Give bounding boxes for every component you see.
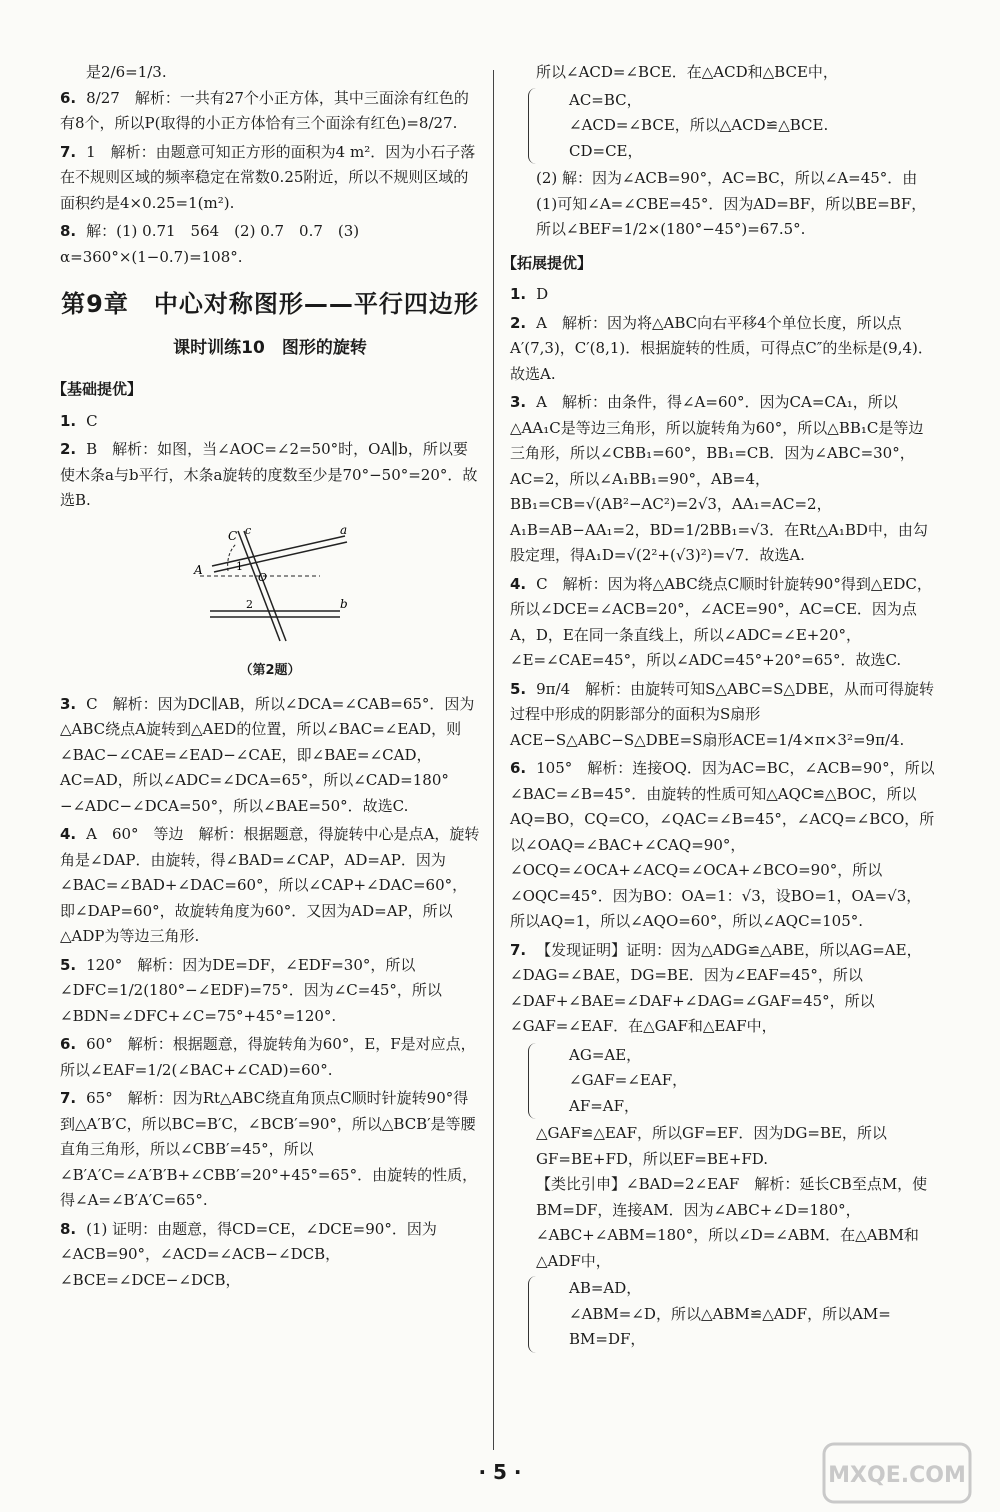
answer-item <box>510 282 935 308</box>
brace-line: ∠GAF=∠EAF， <box>569 1071 688 1089</box>
chapter-title: 第9章 中心对称图形——平行四边形 <box>61 290 479 318</box>
column-divider <box>493 70 494 1450</box>
section-extension-heading: 【拓展提优】 <box>502 253 593 272</box>
watermark-logo <box>822 1442 972 1504</box>
answer-text: A 解析：因为将△ABC向右平移4个单位长度，所以点A′(7,3)，C′(8,1)．根据旋转的性质，可得点C″的坐标是(9,4)．故选A. <box>510 313 933 383</box>
answer-text: A 解析：由条件，得∠A=60°．因为CA=CA₁，所以△AA₁C是等边三角形，所以旋转角为60°，所以△BB₁C是等边三角形，所以∠CBB₁=60°，BB₁=CB．因为∠ABC=30°，AC=2，所以∠A₁BB₁=90°，AB=4，BB₁=CB=√(AB²−AC²)=2√3，AA₁=AC=2，A₁B=AB−AA₁=2，BD=1/2BB₁=√3．在Rt△A₁BD中，由勾股定理，得A₁D=√(2²+(√3)²)=√7．故选A. <box>510 393 928 564</box>
answer-item <box>60 1217 480 1294</box>
answer-text: (1) 证明：由题意，得CD=CE，∠DCE=90°．因为∠ACB=90°，∠ACD=∠ACB−∠DCB，∠BCE=∠DCE−∠DCB， <box>60 1219 437 1289</box>
answer-text: 9π/4 解析：由旋转可知S△ABC=S△DBE，从而可得旋转过程中形成的阴影部分的面积为S扇形ACE−S△ABC−S△DBE=S扇形ACE=1/4×π×3²=9π/4. <box>510 679 934 749</box>
answer-item <box>60 409 480 435</box>
answer-item <box>510 390 935 569</box>
continuation-text: △GAF≌△EAF，所以GF=EF．因为DG=BE，所以GF=BE+FD，所以EF=BE+FD. <box>536 1124 887 1168</box>
continuation-text: 【类比引申】∠BAD=2∠EAF 解析：延长CB至点M，使BM=DF，连接AM．因为∠ABC+∠D=180°，∠ABC+∠ABM=180°，所以∠D=∠ABM．在△ABM和△ADF中， <box>536 1175 928 1270</box>
answer-list <box>60 86 480 271</box>
answer-item <box>60 1032 480 1083</box>
answer-number: 1. <box>60 411 77 430</box>
label-angle-1: 1 <box>236 559 243 573</box>
brace-line: AG=AE， <box>569 1045 642 1064</box>
label-A: A <box>194 562 203 577</box>
answer-item <box>60 140 480 217</box>
answer-item <box>60 1086 480 1214</box>
answer-text: C 解析：因为将△ABC绕点C顺时针旋转90°得到△EDC，所以∠DCE=∠ACB=20°，∠ACE=90°，AC=CE．因为点A，D，E在同一条直线上，所以∠ADC=∠E+20°，∠E=∠CAE=45°，所以∠ADC=45°+20°=65°．故选C. <box>510 574 932 669</box>
answer-number: 1. <box>510 285 527 303</box>
proof-brace-2 <box>528 1043 935 1120</box>
brace-line: BM=DF， <box>569 1330 646 1348</box>
answer-number: 2. <box>510 313 527 332</box>
label-angle-2: 2 <box>246 597 253 611</box>
answer-list <box>60 409 480 514</box>
answer-number: 7. <box>60 1089 77 1107</box>
answer-text: B 解析：如图，当∠AOC=∠2=50°时，OA∥b，所以要使木条a与b平行，木条a旋转的度数至少是70°−50°=20°．故选B. <box>60 440 478 509</box>
left-column <box>52 60 480 1296</box>
answer-list <box>510 282 935 1040</box>
answer-item <box>60 437 480 514</box>
lesson-title: 课时训练10 图形的旋转 <box>173 337 367 358</box>
answer-text: D <box>536 285 549 303</box>
answer-list <box>60 692 480 1294</box>
figure-caption: （第2题） <box>239 663 301 678</box>
rotation-diagram <box>190 526 350 646</box>
answer-item <box>60 86 480 137</box>
answer-number: 5. <box>60 955 77 974</box>
proof-brace-1 <box>528 88 935 165</box>
right-column <box>502 60 935 1355</box>
watermark-stamp <box>822 1442 972 1504</box>
answer-item <box>510 572 935 674</box>
answer-item <box>60 692 480 820</box>
brace-line: AF=AF， <box>569 1096 640 1115</box>
watermark-text: MXQE.COM <box>828 1463 966 1488</box>
answer-number: 4. <box>60 825 77 843</box>
answer-text: 【发现证明】证明：因为△ADG≌△ABE，所以AG=AE，∠DAG=∠BAE，DG=BE．因为∠EAF=45°，所以∠DAF+∠BAE=∠DAF+∠DAG=∠GAF=45°，所以∠GAF=∠EAF．在△GAF和△EAF中， <box>510 940 922 1035</box>
answer-number: 8. <box>60 1219 77 1238</box>
answer-number: 4. <box>510 574 527 593</box>
label-c: c <box>245 525 252 537</box>
continuation-text: 所以∠ACD=∠BCE．在△ACD和△BCE中， <box>536 63 838 81</box>
answer-text: 1 解析：由题意可知正方形的面积为4 m²．因为小石子落在不规则区域的频率稳定在常数0.25附近，所以不规则区域的面积约是4×0.25=1(m²). <box>60 142 476 212</box>
brace-line: ∠ABM=∠D，所以△ABM≌△ADF，所以AM= <box>569 1304 891 1323</box>
answer-text: 105° 解析：连接OQ．因为AC=BC，∠ACB=90°，所以∠BAC=∠B=45°．由旋转的性质可知△AQC≌△BOC，所以AQ=BO，CQ=CO，∠QAC=∠B=45°，∠ACQ=∠BCO，所以∠OAQ=∠BAC+∠CAQ=90°，∠OCQ=∠OCA+∠ACQ=∠OCA+∠BCO=90°，所以∠OQC=45°．因为BO：OA=1：√3，设BO=1，OA=√3，所以AQ=1，所以∠AQO=60°，所以∠AQC=105°. <box>510 759 935 930</box>
answer-item <box>510 677 935 754</box>
label-a: a <box>340 525 348 537</box>
answer-number: 5. <box>510 679 527 698</box>
answer-number: 6. <box>60 88 77 107</box>
answer-item <box>510 938 935 1040</box>
answer-number: 7. <box>60 142 77 161</box>
answer-item <box>60 822 480 950</box>
brace-line: CD=CE， <box>569 141 643 160</box>
label-O: O <box>258 570 268 584</box>
answer-number: 3. <box>510 393 527 411</box>
answer-text: 60° 解析：根据题意，得旋转角为60°，E，F是对应点，所以∠EAF=1/2(∠BAC+∠CAD)=60°. <box>60 1035 476 1079</box>
answer-number: 3. <box>60 694 77 713</box>
brace-line: AB=AD， <box>569 1279 642 1297</box>
answer-text: 120° 解析：因为DE=DF，∠EDF=30°，所以∠DFC=1/2(180°−∠EDF)=75°．因为∠C=45°，所以∠BDN=∠DFC+∠C=75°+45°=120°. <box>60 955 442 1025</box>
answer-number: 7. <box>510 940 527 959</box>
figure-problem-2 <box>60 526 480 655</box>
answer-number: 6. <box>60 1035 77 1053</box>
label-C: C <box>228 528 238 543</box>
answer-text: 8/27 解析：一共有27个小正方体，其中三面涂有红色的有8个，所以P(取得的小正方体恰有三个面涂有红色)=8/27. <box>60 88 469 132</box>
page-number: · 5 · <box>478 1460 522 1484</box>
label-b: b <box>340 596 348 611</box>
answer-text: 解：(1) 0.71 564 (2) 0.7 0.7 (3) α=360°×(1−0.7)=108°. <box>60 222 360 266</box>
brace-line: ∠ACD=∠BCE，所以△ACD≌△BCE. <box>569 116 829 134</box>
answer-item <box>60 953 480 1030</box>
brace-line: AC=BC， <box>569 90 642 109</box>
answer-number: 8. <box>60 222 77 240</box>
answer-number: 2. <box>60 440 77 458</box>
answer-text: A 60° 等边 解析：根据题意，得旋转中心是点A，旋转角是∠DAP．由旋转，得∠BAD=∠CAP，AD=AP．因为∠BAC=∠BAD+∠DAC=60°，所以∠CAP+∠DAC=60°，即∠DAP=60°，故旋转角度为60°．又因为AD=AP，所以△ADP为等边三角形. <box>60 825 480 945</box>
answer-item <box>510 756 935 935</box>
answer-item <box>60 219 480 270</box>
continuation-text: (2) 解：因为∠ACB=90°，AC=BC，所以∠A=45°．由(1)可知∠A=∠CBE=45°．因为AD=BF，所以BE=BF，所以∠BEF=1/2×(180°−45°)=67.5°. <box>536 169 927 238</box>
proof-brace-3 <box>528 1276 935 1353</box>
answer-item <box>510 311 935 388</box>
answer-text: C 解析：因为DC∥AB，所以∠DCA=∠CAB=65°．因为△ABC绕点A旋转到△AED的位置，所以∠BAC=∠EAD，则∠BAC−∠CAE=∠EAD−∠CAE，即∠BAE=∠CAD，AC=AD，所以∠ADC=∠DCA=65°，所以∠CAD=180°−∠ADC−∠DCA=50°，所以∠BAE=50°．故选C. <box>60 694 475 815</box>
plank-c <box>238 531 280 641</box>
answer-number: 6. <box>510 759 527 777</box>
answer-text: 65° 解析：因为Rt△ABC绕直角顶点C顺时针旋转90°得到△A′B′C，所以BC=B′C，∠BCB′=90°，所以△BCB′是等腰直角三角形，所以∠CBB′=45°，所以∠B′A′C=∠A′B′B+∠CBB′=20°+45°=65°．由旋转的性质，得∠A=∠B′A′C=65°. <box>60 1089 478 1209</box>
section-basic-heading: 【基础提优】 <box>52 380 143 398</box>
plank-c-edge <box>244 531 286 641</box>
continuation-text: 是2/6=1/3. <box>86 63 167 81</box>
answer-text: C <box>86 411 98 430</box>
